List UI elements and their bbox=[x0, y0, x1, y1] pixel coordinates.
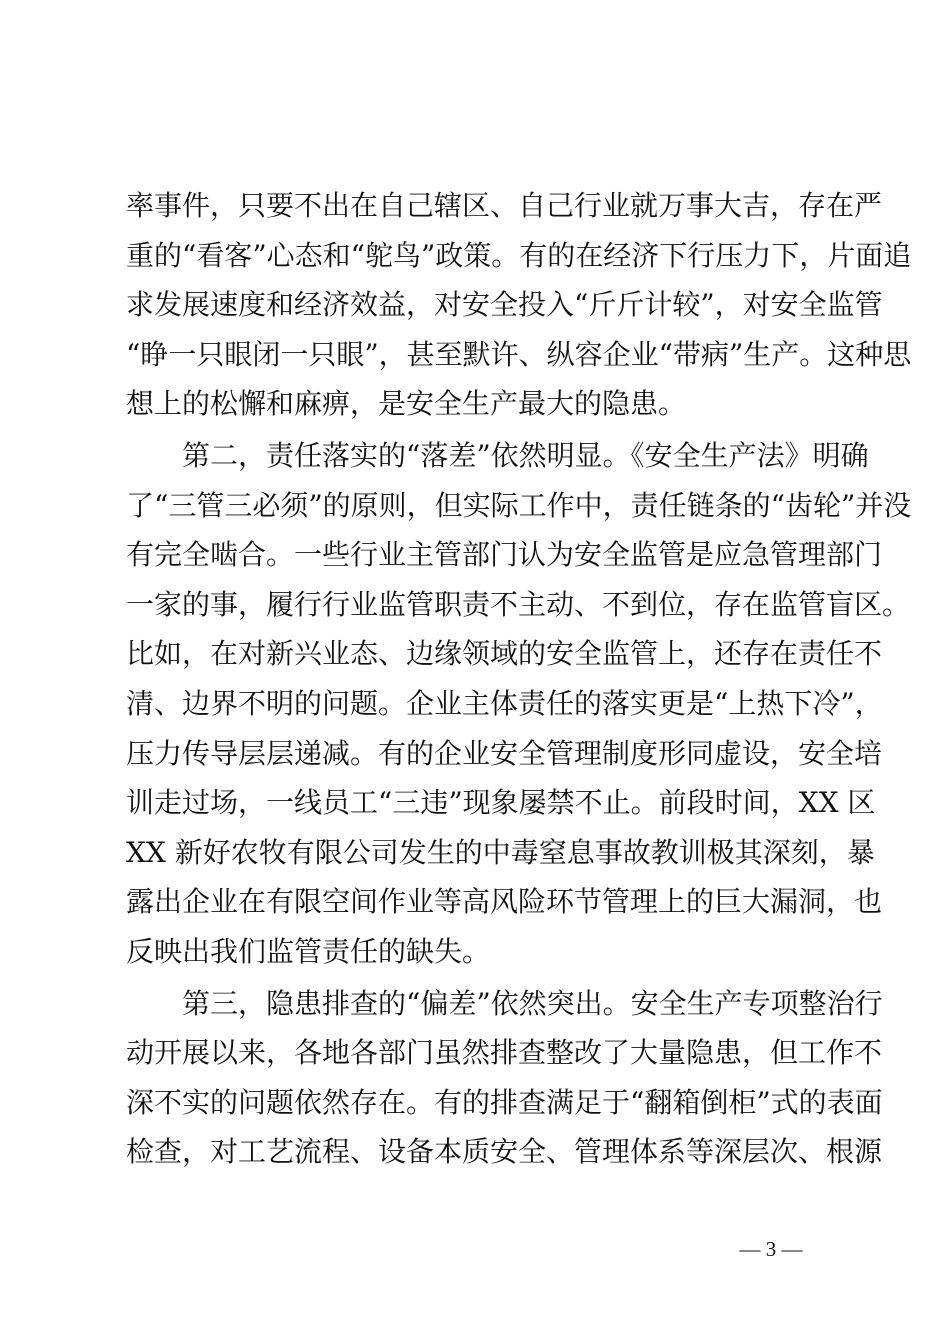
text-line: 反映出我们监管责任的缺失。 bbox=[126, 934, 491, 968]
text-line: 训走过场，一线员工“三违”现象屡禁不止。前段时间，XX 区 bbox=[126, 786, 876, 820]
text-line: 有完全啮合。一些行业主管部门认为安全监管是应急管理部门 bbox=[126, 538, 883, 572]
text-line: 第二，责任落实的“落差”依然明显。《安全生产法》明确 bbox=[126, 438, 869, 472]
text-line: 重的“看客”心态和“鸵鸟”政策。有的在经济下行压力下，片面追 bbox=[126, 238, 912, 272]
body-text bbox=[126, 181, 912, 1177]
text-line: 一家的事，履行行业监管职责不主动、不到位，存在监管盲区。 bbox=[126, 587, 911, 621]
paragraph bbox=[126, 979, 883, 1177]
text-line: 比如，在对新兴业态、边缘领域的安全监管上，还存在责任不 bbox=[126, 637, 883, 671]
text-line: XX 新好农牧有限公司发生的中毒窒息事故教训极其深刻，暴 bbox=[126, 835, 875, 869]
text-line: 压力传导层层递减。有的企业安全管理制度形同虚设，安全培 bbox=[126, 736, 883, 770]
text-line: 率事件，只要不出在自己辖区、自己行业就万事大吉，存在严 bbox=[126, 189, 883, 222]
text-line: 求发展速度和经济效益，对安全投入“斤斤计较”，对安全监管 bbox=[126, 288, 883, 322]
text-line: 动开展以来，各地各部门虽然排查整改了大量隐患，但工作不 bbox=[126, 1036, 883, 1070]
paragraph bbox=[126, 181, 912, 429]
text-line: 清、边界不明的问题。企业主体责任的落实更是“上热下冷”， bbox=[126, 686, 883, 720]
text-line: 了“三管三必须”的原则，但实际工作中，责任链条的“齿轮”并没 bbox=[126, 488, 912, 522]
text-line: 深不实的问题依然存在。有的排查满足于“翻箱倒柜”式的表面 bbox=[126, 1085, 883, 1119]
text-line: 想上的松懈和麻痹，是安全生产最大的隐患。 bbox=[126, 387, 687, 421]
page-number: — 3 — bbox=[739, 1237, 803, 1261]
text-line: 检查，对工艺流程、设备本质安全、管理体系等深层次、根源 bbox=[126, 1135, 883, 1169]
text-line: 露出企业在有限空间作业等高风险环节管理上的巨大漏洞，也 bbox=[126, 885, 883, 919]
paragraph bbox=[126, 431, 912, 977]
text-line: “睁一只眼闭一只眼”，甚至默许、纵容企业“带病”生产。这种思 bbox=[126, 337, 912, 371]
text-line: 第三，隐患排查的“偏差”依然突出。安全生产专项整治行 bbox=[126, 986, 883, 1020]
